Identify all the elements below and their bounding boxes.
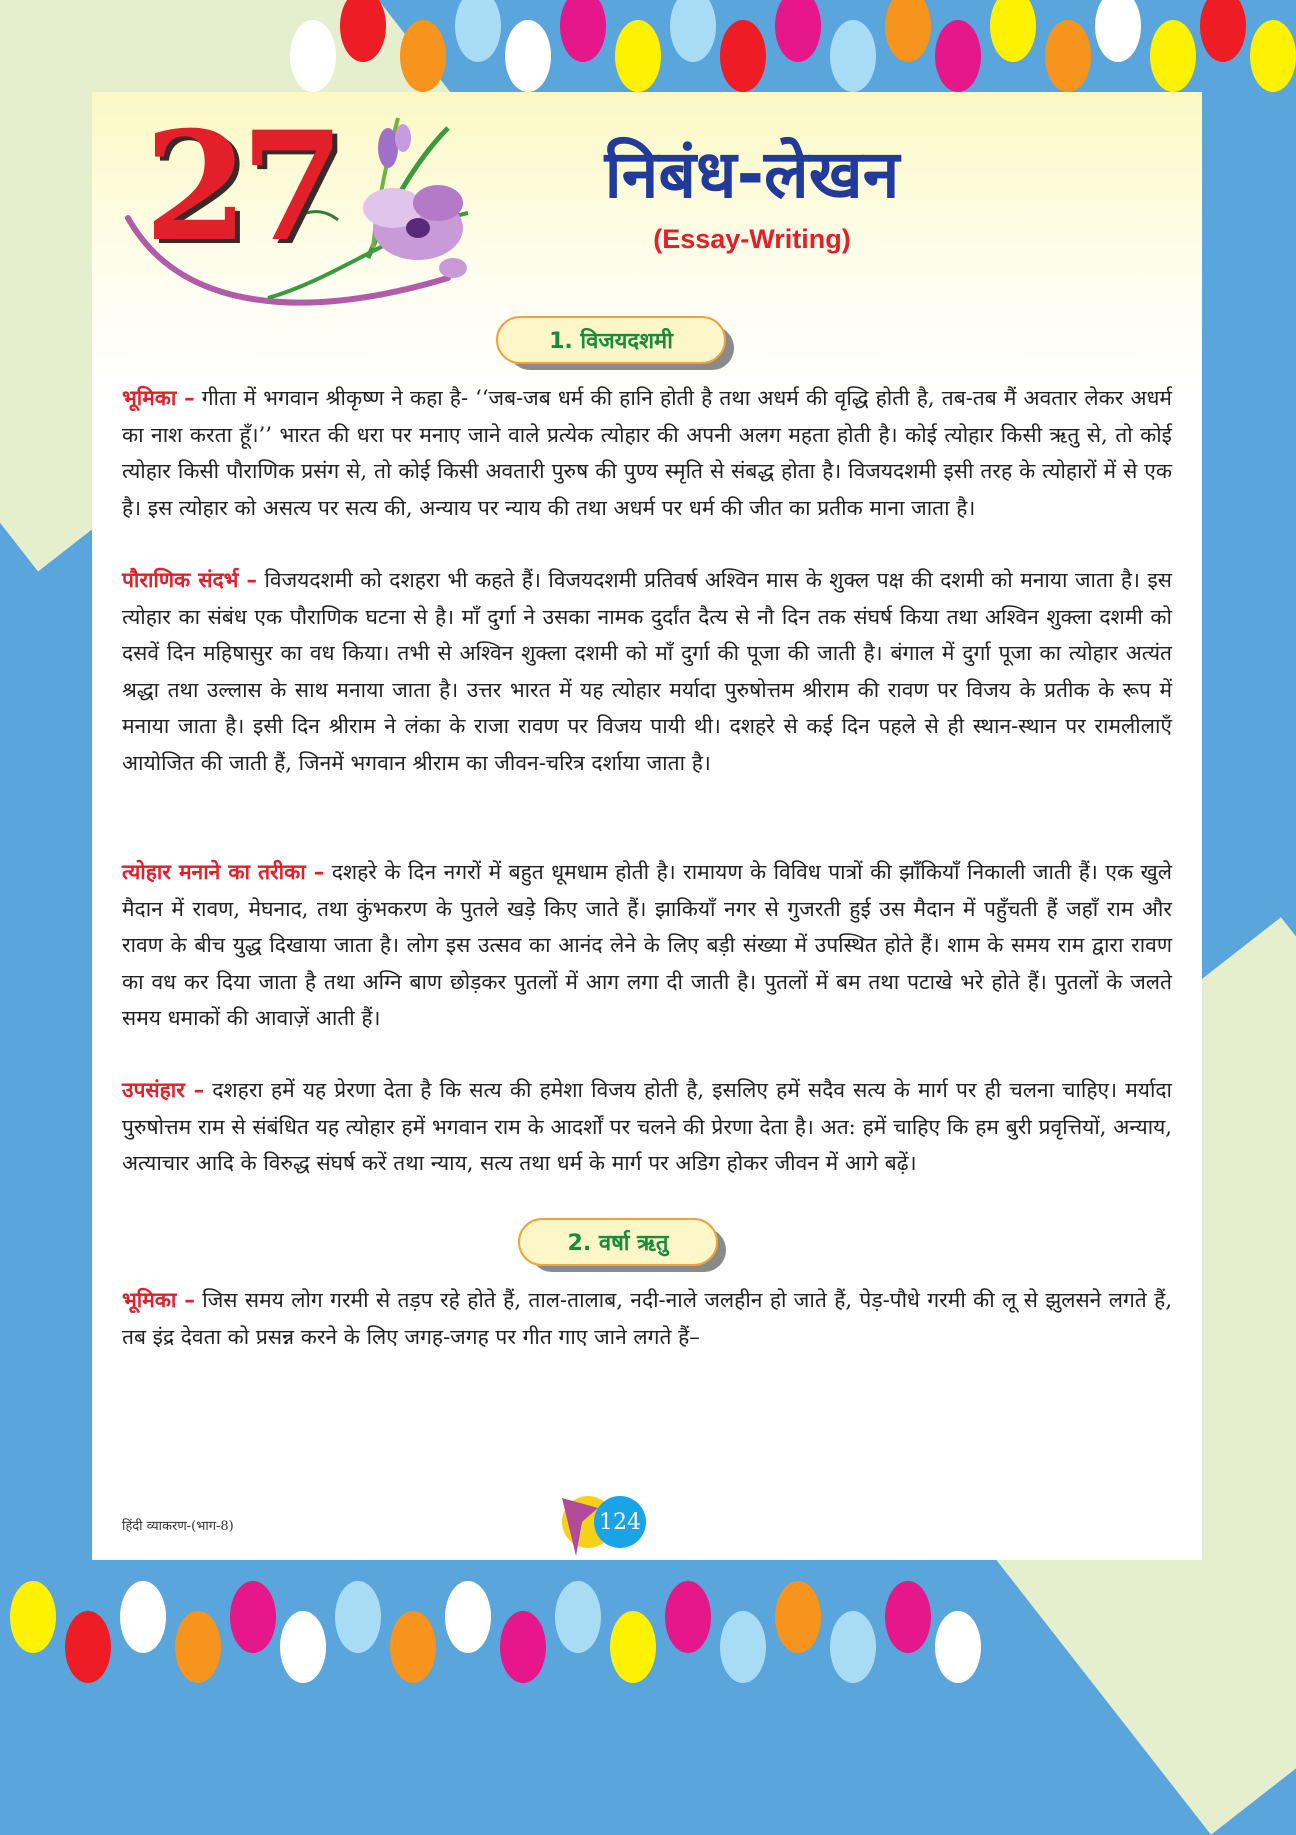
chapter-number: 27 xyxy=(144,99,337,275)
essay-title-badge: 1. विजयदशमी xyxy=(496,316,726,364)
page-number: 124 xyxy=(594,1496,646,1548)
section-heading: उपसंहार – xyxy=(122,1078,205,1102)
essay-title-badge: 2. वर्षा ऋतु xyxy=(518,1218,718,1266)
page-number-badge xyxy=(552,1488,652,1558)
decorative-dots-bottom xyxy=(0,1571,1296,1681)
section-heading: त्योहार मनाने का तरीका – xyxy=(122,860,325,884)
section-text: दशहरा हमें यह प्रेरणा देता है कि सत्य की हमेशा विजय होती है, इसलिए हमें सदैव सत्य के मार्ग पर ही चलना चाहिए। मर्यादा पुरुषोत्तम राम से संबंधित यह त्योहार हमें भगवान राम के आदर्शों पर चलने की प्रेरणा देता है। अत: हमें चाहिए कि हम बुरी प्रवृत्तियों, अन्याय, अत्याचार आदि के विरुद्ध संघर्ष करें तथा न्याय, सत्य तथा धर्म के मार्ग पर अडिग होकर जीवन में आगे बढ़ें। xyxy=(122,1078,1172,1175)
chapter-subtitle: (Essay-Writing) xyxy=(653,224,851,254)
section-text: गीता में भगवान श्रीकृष्ण ने कहा है- ‘‘जब-जब धर्म की हानि होती है तथा अधर्म की वृद्धि होती है, तब-तब मैं अवतार लेकर अधर्म का नाश करता हूँ।’’ भारत की धरा पर मनाए जाने वाले प्रत्येक त्योहार की अपनी अलग महता होती है। कोई त्योहार किसी ऋतु से, तो कोई त्योहार किसी पौराणिक प्रसंग से, तो कोई किसी अवतारी पुरुष की पुण्य स्मृति से संबद्ध होता है। विजयदशमी इसी तरह के त्योहारों में से एक है। इस त्योहार को असत्य पर सत्य की, अन्याय पर न्याय की तथा अधर्म पर धर्म की जीत का प्रतीक माना जाता है। xyxy=(122,386,1172,520)
decorative-dots-top xyxy=(0,0,1296,90)
essay-section xyxy=(122,1072,1172,1182)
section-heading: पौराणिक संदर्भ – xyxy=(122,568,257,592)
section-heading: भूमिका – xyxy=(122,1288,195,1312)
book-name: हिंदी व्याकरण-(भाग-8) xyxy=(122,1519,234,1534)
section-heading: भूमिका – xyxy=(122,386,195,410)
essay-section xyxy=(122,1282,1172,1355)
book-page xyxy=(92,92,1202,1560)
section-text: विजयदशमी को दशहरा भी कहते हैं। विजयदशमी प्रतिवर्ष अश्विन मास के शुक्ल पक्ष की दशमी को मनाया जाता है। इस त्योहार का संबंध एक पौराणिक घटना से है। माँ दुर्गा ने उसका नामक दुर्दांत दैत्य से नौ दिन तक संघर्ष किया तथा अश्विन शुक्ला दशमी को दसवें दिन महिषासुर का वध किया। तभी से अश्विन शुक्ला दशमी को माँ दुर्गा की पूजा की जाती है। बंगाल में दुर्गा पूजा का त्योहार अत्यंत श्रद्धा तथा उल्लास के साथ मनाया जाता है। उत्तर भारत में यह त्योहार मर्यादा पुरुषोत्तम श्रीराम की रावण पर विजय के प्रतीक के रूप में मनाया जाता है। इसी दिन श्रीराम ने लंका के राजा रावण पर विजय पायी थी। दशहरे से कई दिन पहले से ही स्थान-स्थान पर रामलीलाएँ आयोजित की जाती हैं, जिनमें भगवान श्रीराम का जीवन-चरित्र दर्शाया जाता है। xyxy=(122,568,1172,775)
essay-section xyxy=(122,380,1172,526)
chapter-title: निबंध-लेखन xyxy=(604,136,900,213)
section-text: जिस समय लोग गरमी से तड़प रहे होते हैं, ताल-तालाब, नदी-नाले जलहीन हो जाते हैं, पेड़-पौधे गरमी की लू से झुलसने लगते हैं, तब इंद्र देवता को प्रसन्न करने के लिए जगह-जगह पर गीत गाए जाने लगते हैं– xyxy=(122,1288,1172,1349)
essay-section xyxy=(122,854,1172,1037)
essay-section xyxy=(122,562,1172,781)
section-text: दशहरे के दिन नगरों में बहुत धूमधाम होती है। रामायण के विविध पात्रों की झाँकियाँ निकाली जाती हैं। एक खुले मैदान में रावण, मेघनाद, तथा कुंभकरण के पुतले खड़े किए जाते हैं। झाकियाँ नगर से गुजरती हुई उस मैदान में पहुँचती हैं जहाँ राम और रावण के बीच युद्ध दिखाया जाता है। लोग इस उत्सव का आनंद लेने के लिए बड़ी संख्या में उपस्थित होते हैं। शाम के समय राम द्वारा रावण का वध कर दिया जाता है तथा अग्नि बाण छोड़कर पुतलों में आग लगा दी जाती है। पुतलों में बम तथा पटाखे भरे होते हैं। पुतलों के जलते समय धमाकों की आवाज़ें आती हैं। xyxy=(122,860,1172,1030)
